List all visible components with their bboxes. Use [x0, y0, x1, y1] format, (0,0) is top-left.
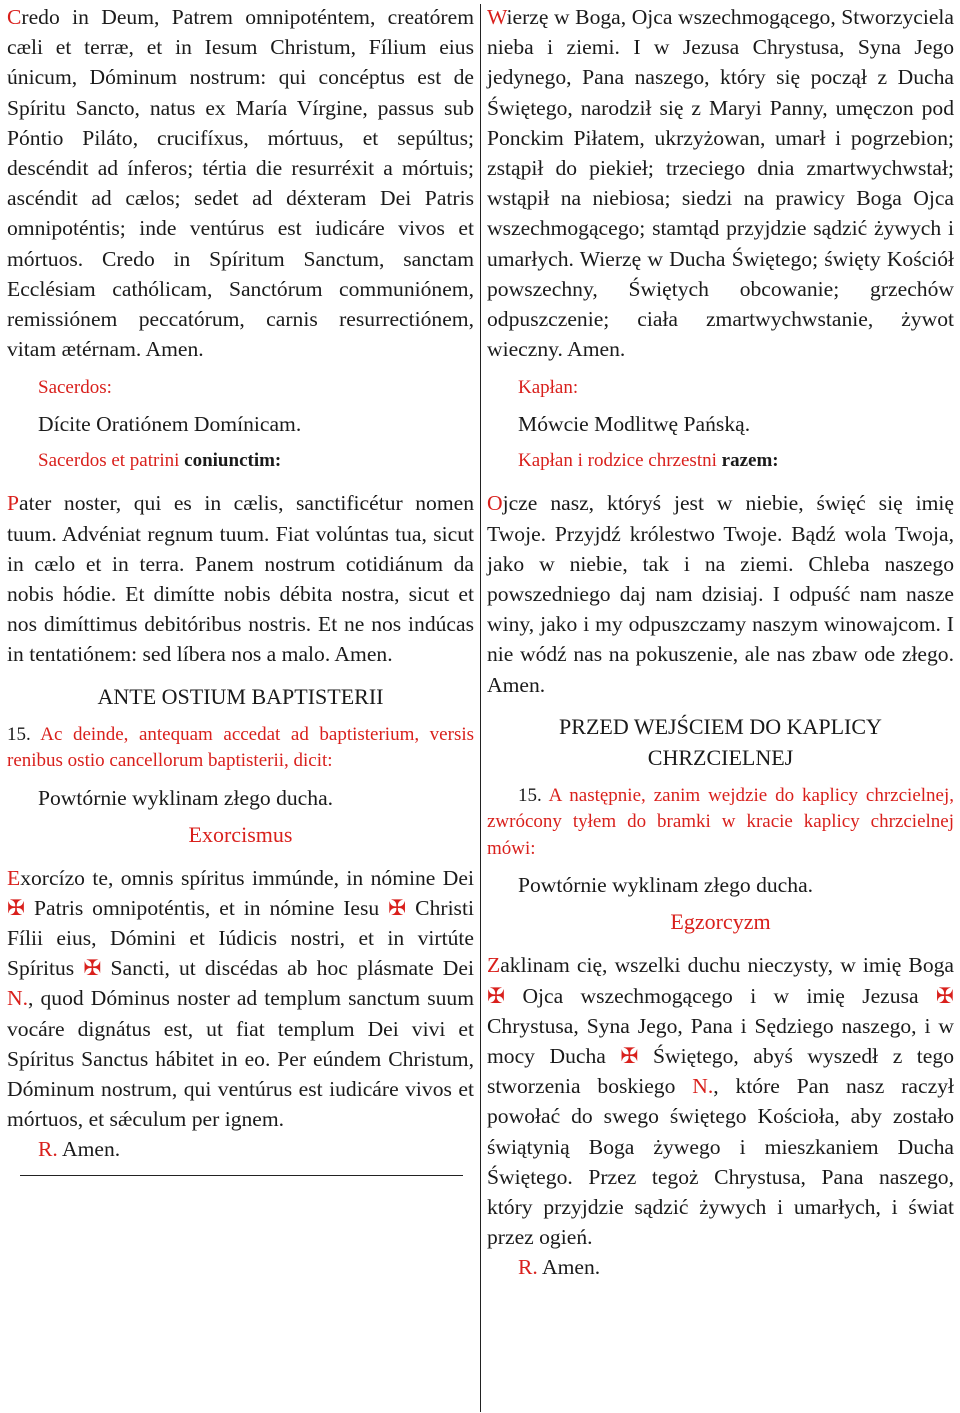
joint-label: Sacerdos et patrini coniunctim: — [38, 450, 282, 472]
cross-icon: ✠ — [620, 1043, 639, 1068]
cross-icon: ✠ — [7, 895, 26, 920]
sacerdos-label: Sacerdos: — [38, 377, 112, 399]
latin-column — [7, 2, 474, 1176]
drop-initial: C — [7, 5, 22, 29]
joint-label: Kapłan i rodzice chrzestni razem: — [518, 450, 779, 472]
pater-paragraph: Pater noster, qui es in cælis, sanctificétur nomen tuum. Advéniat regnum tuum. Fiat volúntas tua, sicut in cælo et in terra. Panem nostrum cotidiánum da nobis hódie. Et dimítte nobis débita nostra, sicut et nos dimíttimus debitóribus nostris. Et ne nos indúcas in tentatiónem: sed líbera nos a malo. Amen. — [7, 491, 474, 667]
response: R. Amen. — [38, 1137, 121, 1162]
section-heading: ANTE OSTIUM BAPTISTERII — [97, 683, 384, 709]
drop-initial: E — [7, 865, 21, 890]
column-divider — [480, 4, 481, 1412]
credo-paragraph: Wierzę w Boga, Ojca wszechmogącego, Stworzyciela nieba i ziemi. I w Jezusa Chrystusa, Syna Jego jedynego, Pana naszego, który się począł z Ducha Świętego, narodził się z Maryi Panny, umęczon pod Ponckim Piłatem, ukrzyżowan, umarł i pogrzebion; zstąpił do piekieł; trzeciego dnia zmartwychwstał; wstąpił na niebiosa; siedzi na prawicy Boga Ojca wszechmogącego; stamtąd przyjdzie sądzić żywych i umarłych. Wierzę w Ducha Świętego; święty Kościół powszechny, Świętych obcowanie; grzechów odpuszczenie; ciała zmartwychwstanie, żywot wieczny. Amen. — [487, 5, 954, 362]
drop-initial: Z — [487, 953, 501, 978]
exorcism-paragraph: Zaklinam cię, wszelki duchu nieczysty, w imię Boga ✠ Ojca wszechmogącego i w imię Jezusa ✠ Chrystusa, Syna Jego, Pana i Sędziego naszego, i w mocy Ducha ✠ Świętego, abyś wyszedł z tego stworzenia boskiego N., które Pan nasz raczył powołać do swego świętego Kościoła, aby zostało świątynią Boga żywego i mieszkaniem Ducha Świętego. Przez tegoż Chrystusa, Pana naszego, który przyjdzie sądzić żywych i umarłych, i świat przez ogień. — [487, 953, 955, 1250]
repeat-line: Powtórnie wyklinam złego ducha. — [518, 873, 814, 898]
end-rule — [20, 1175, 463, 1176]
exorcism-title: Exorcismus — [188, 821, 293, 847]
drop-initial: P — [7, 491, 20, 516]
response: R. Amen. — [518, 1255, 601, 1280]
dicite-line: Mówcie Modlitwę Pańską. — [518, 412, 751, 437]
rubric-15: 15. A następnie, zanim wejdzie do kaplicy chrzcielnej, zwrócony tyłem do bramki w kracie kaplicy chrzcielnej mówi: — [487, 784, 955, 859]
rubric-15: 15. Ac deinde, antequam accedat ad baptisterium, versis renibus ostio cancellorum baptisterii, dicit: — [7, 723, 475, 772]
credo-paragraph: Credo in Deum, Patrem omnipoténtem, creatórem cæli et terræ, et in Iesum Christum, Fílium eius únicum, Dóminum nostrum: qui concéptus est de Spíritu Sancto, natus ex María Vírgine, passus sub Póntio Piláto, crucifíxus, mórtuus, et sepúltus; descéndit ad ínferos; tértia die resurréxit a mórtuis; ascéndit ad cælos; sedet ad déxteram Dei Patris omnipoténtis; inde ventúrus est iudicáre vivos et mórtuos. Credo in Spíritum Sanctum, sanctam Ecclésiam cathólicam, Sanctórum communiónem, remissiónem peccatórum, carnis resurrectiónem, vitam ætérnam. Amen. — [7, 5, 474, 362]
sacerdos-label: Kapłan: — [518, 377, 579, 399]
pater-paragraph: Ojcze nasz, któryś jest w niebie, święć się imię Twoje. Przyjdź królestwo Twoje. Bądź wola Twoja, jako w niebie, tak i na ziemi. Chleba naszego powszedniego daj nam dzisiaj. I odpuść nam nasze winy, jako i my odpuszczamy naszym winowajcom. I nie wódź nas na pokuszenie, ale nas zbaw ode złego. Amen. — [487, 491, 954, 697]
cross-icon: ✠ — [388, 895, 407, 920]
cross-icon: ✠ — [83, 956, 102, 981]
dicite-line: Dícite Oratiónem Domínicam. — [38, 412, 302, 437]
section-heading: PRZED WEJŚCIEM DO KAPLICY CHRZCIELNEJ — [559, 713, 882, 770]
drop-initial: O — [487, 491, 503, 516]
exorcism-title: Egzorcyzm — [670, 909, 771, 935]
exorcism-paragraph: Exorcízo te, omnis spíritus immúnde, in nómine Dei ✠ Patris omnipoténtis, et in nómine Iesu ✠ Christi Fílii eius, Dómini et Iúdicis nostri, et in virtúte Spíritus ✠ Sancti, ut discédas ab hoc plásmate Dei N., quod Dóminus noster ad templum sanctum suum vocáre dignátus est, ut fiat templum Dei vivi et Spíritus Sanctus hábitet in eo. Per eúndem Christum, Dóminum nostrum, qui ventúrus est iudicáre vivos et mórtuos, et sǽculum per ignem. — [7, 865, 474, 1132]
polish-column — [487, 2, 954, 1283]
drop-initial: W — [487, 5, 507, 29]
repeat-line: Powtórnie wyklinam złego ducha. — [38, 785, 334, 810]
cross-icon: ✠ — [935, 983, 955, 1008]
cross-icon: ✠ — [487, 983, 506, 1008]
